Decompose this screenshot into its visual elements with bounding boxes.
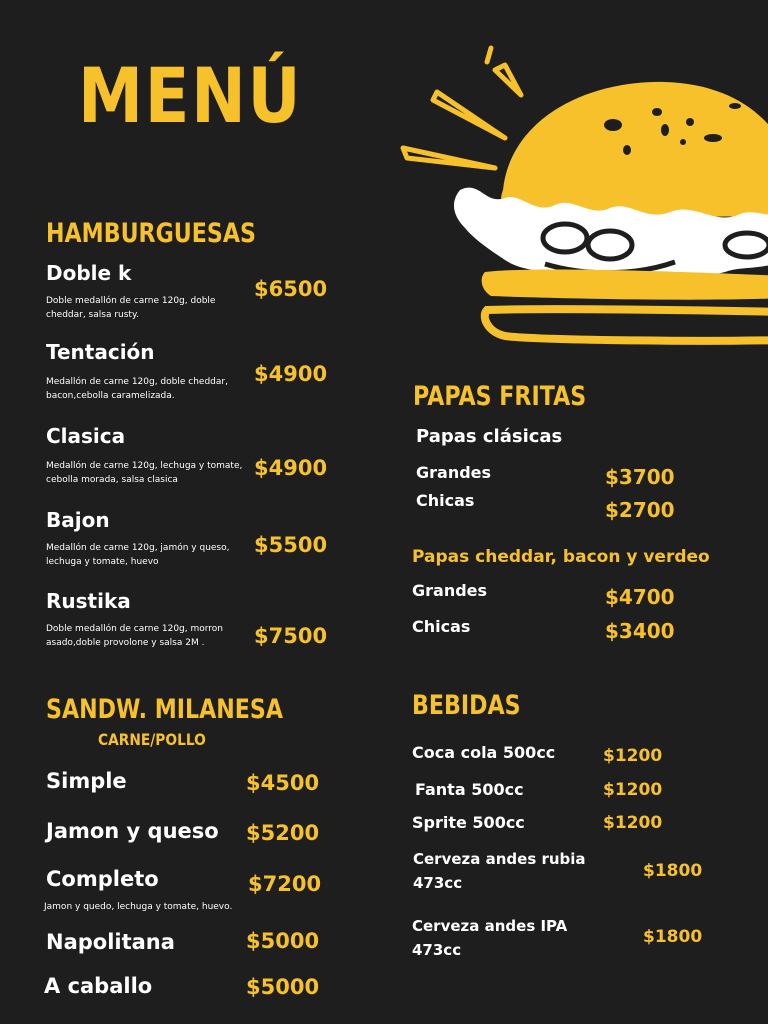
burger-icon	[395, 40, 768, 360]
bebida-name-fanta: Fanta 500cc	[415, 780, 524, 799]
bebida-price-sprite: $1200	[603, 813, 663, 833]
sandwich-price-a-caballo: $5000	[246, 975, 320, 999]
bebida-name-coca-cola: Coca cola 500cc	[412, 743, 556, 762]
section-papas-heading: PAPAS FRITAS	[413, 381, 587, 412]
burger-price-rustika: $7500	[254, 624, 328, 648]
papas-cheddar-chicas-price: $3400	[605, 619, 675, 643]
burger-name-doble-k: Doble k	[46, 261, 132, 285]
papas-group1-title: Papas clásicas	[416, 426, 563, 447]
papas-clasicas-grandes-name: Grandes	[416, 463, 492, 482]
sandwich-name-completo: Completo	[46, 867, 159, 891]
burger-price-clasica: $4900	[254, 456, 328, 480]
burger-desc-rustika: Doble medallón de carne 120g, morron asado,doble provolone y salsa 2M .	[46, 624, 224, 648]
bebida-name-sprite: Sprite 500cc	[412, 813, 525, 832]
bebida-price-coca-cola: $1200	[603, 746, 663, 766]
burger-price-tentacion: $4900	[254, 362, 328, 386]
papas-clasicas-grandes-price: $3700	[605, 465, 675, 489]
sandwich-name-a-caballo: A caballo	[44, 974, 153, 998]
section-hamburguesas-heading: HAMBURGUESAS	[46, 218, 256, 249]
sandwich-desc-completo: Jamon y quedo, lechuga y tomate, huevo.	[44, 902, 233, 912]
bebida-name-andes-ipa: Cerveza andes IPA 473cc	[412, 917, 568, 959]
sandwich-price-completo: $7200	[248, 872, 322, 896]
menu-title: MENÚ	[78, 51, 303, 140]
papas-cheddar-chicas-name: Chicas	[412, 617, 471, 636]
papas-cheddar-grandes-price: $4700	[605, 585, 675, 609]
burger-name-tentacion: Tentación	[46, 340, 155, 364]
papas-clasicas-chicas-name: Chicas	[416, 491, 475, 510]
section-sandwiches-heading: SANDW. MILANESA	[46, 694, 283, 725]
bebida-price-fanta: $1200	[603, 780, 663, 800]
burger-name-clasica: Clasica	[46, 424, 126, 448]
burger-desc-tentacion: Medallón de carne 120g, doble cheddar, bacon,cebolla caramelizada.	[46, 377, 228, 401]
sandwiches-subheading: CARNE/POLLO	[98, 730, 206, 749]
burger-desc-doble-k: Doble medallón de carne 120g, doble cheddar, salsa rusty.	[46, 296, 216, 320]
burger-desc-bajon: Medallón de carne 120g, jamón y queso, lechuga y tomate, huevo	[46, 543, 230, 567]
burger-price-bajon: $5500	[254, 533, 328, 557]
sandwich-price-simple: $4500	[246, 771, 320, 795]
bebida-name-andes-rubia: Cerveza andes rubia 473cc	[413, 850, 586, 892]
burger-desc-clasica: Medallón de carne 120g, lechuga y tomate, cebolla morada, salsa clasica	[46, 461, 243, 485]
sandwich-price-jamon-y-queso: $5200	[246, 821, 320, 845]
sandwich-name-simple: Simple	[46, 769, 127, 793]
section-bebidas-heading: BEBIDAS	[412, 690, 521, 721]
sandwich-price-napolitana: $5000	[246, 929, 320, 953]
papas-clasicas-chicas-price: $2700	[605, 498, 675, 522]
bebida-price-andes-rubia: $1800	[643, 861, 703, 881]
papas-group2-title: Papas cheddar, bacon y verdeo	[412, 547, 710, 567]
burger-name-rustika: Rustika	[46, 589, 131, 613]
burger-name-bajon: Bajon	[46, 508, 110, 532]
bebida-price-andes-ipa: $1800	[643, 927, 703, 947]
burger-price-doble-k: $6500	[254, 277, 328, 301]
sandwich-name-jamon-y-queso: Jamon y queso	[46, 819, 219, 843]
papas-cheddar-grandes-name: Grandes	[412, 581, 488, 600]
sandwich-name-napolitana: Napolitana	[46, 930, 175, 954]
